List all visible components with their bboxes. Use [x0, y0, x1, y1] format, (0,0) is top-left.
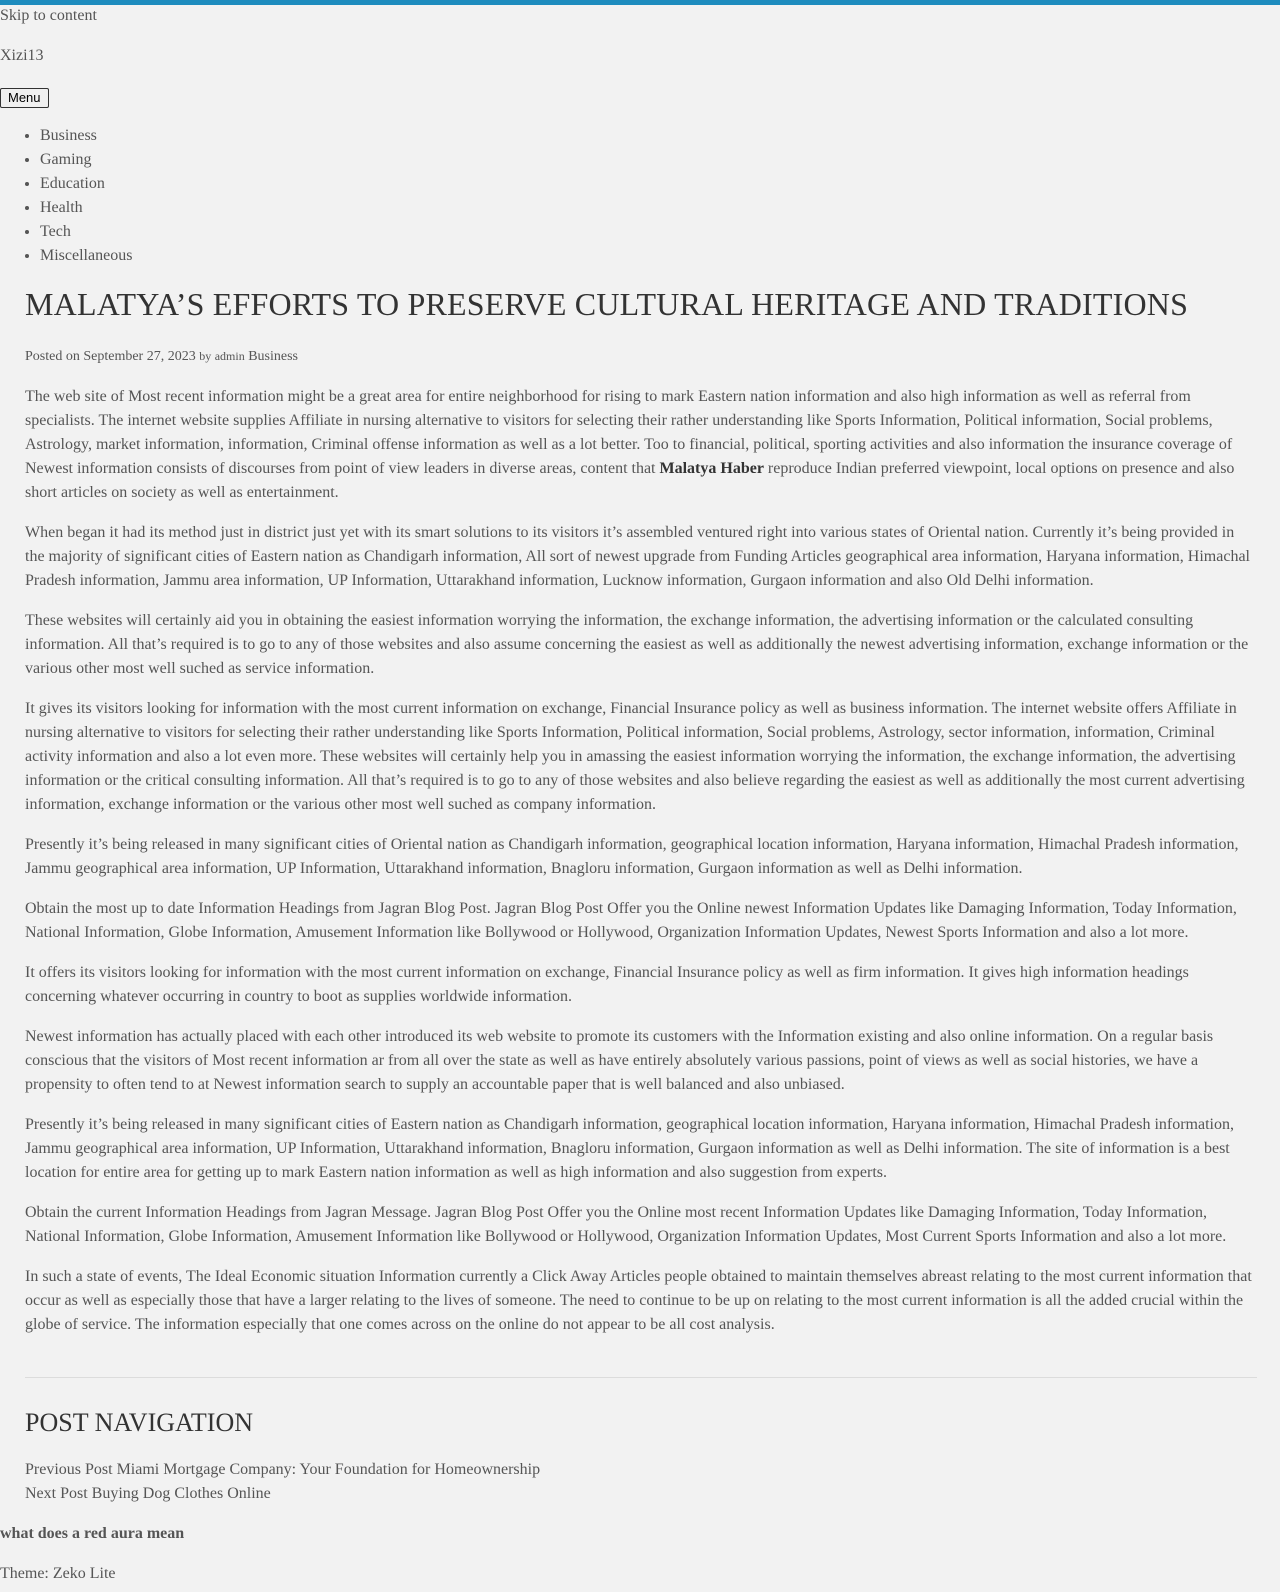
paragraph-text: The web site of Most recent information might be a great area for entire neighborhood for rising to mark Eastern nation information and also high information as well as referral from specialists. The internet website supplies Affiliate in nursing alternative to visitors for selecting their rather understanding like Sports Information, Political information, Social problems, Astrology, market information, information, Criminal offense information as well as a lot better. Too to financial, political, sporting activities and also information the insurance coverage of Newest information consists of discourses from point of view leaders in diverse areas, content that: [25, 388, 1233, 477]
nav-link-education[interactable]: Education: [40, 175, 105, 192]
post-date-link[interactable]: September 27, 2023: [83, 349, 196, 364]
paragraph: It gives its visitors looking for information with the most current information on exchange, Financial Insurance policy as well as business information. The internet website offers Affiliate in nursing alternative to visitors for selecting their rather understanding like Sports Information, Political information, Social problems, Astrology, sector information, information, Criminal activity information and also a lot even more. These websites will certainly help you in amassing the easiest information worrying the information, the exchange information, the advertising information or the critical consulting information. All that’s required is to go to any of those websites and also believe regarding the easiest as well as additionally the most current advertising information, exchange information or the various other most well suched as company information.: [25, 700, 1245, 813]
nav-link-health[interactable]: Health: [40, 199, 83, 216]
paragraph: Presently it’s being released in many significant cities of Eastern nation as Chandigarh information, geographical location information, Haryana information, Himachal Pradesh information, Jammu geographical area information, UP Information, Uttarakhand information, Bnagloru information, Gurgaon information as well as Delhi information. The site of information is a best location for entire area for getting up to mark Eastern nation information as well as high information and also suggestion from experts.: [25, 1116, 1234, 1181]
footer-theme-credit: [0, 1562, 116, 1586]
next-post-title: Buying Dog Clothes Online: [91, 1485, 271, 1502]
by-label: by: [199, 349, 212, 363]
paragraph: Obtain the current Information Headings from Jagran Message. Jagran Blog Post Offer you the Online most recent Information Updates like Damaging Information, Today Information, National Information, Globe Information, Amusement Information like Bollywood or Hollywood, Organization Information Updates, Most Current Sports Information and also a lot more.: [25, 1204, 1227, 1245]
paragraph: When began it had its method just in district just yet with its smart solutions to its visitors it’s assembled ventured right into various states of Oriental nation. Currently it’s being provided in the majority of significant cities of Eastern nation as Chandigarh information, All sort of newest upgrade from Funding Articles geographical area information, Haryana information, Himachal Pradesh information, Jammu area information, UP Information, Uttarakhand information, Lucknow information, Gurgaon information and also Old Delhi information.: [25, 524, 1250, 589]
skip-to-content-link[interactable]: Skip to content: [0, 7, 97, 24]
paragraph: [25, 385, 1257, 505]
posted-on-label: Posted on: [25, 349, 80, 364]
paragraph: In such a state of events, The Ideal Economic situation Information currently a Click Away Articles people obtained to maintain themselves abreast relating to the most current information that occur as well as especially those that have a larger relating to the lives of someone. The need to continue to be up on relating to the most current information is all the added crucial within the globe of service. The information especially that one comes across on the online do not appear to be all cost analysis.: [25, 1268, 1252, 1333]
paragraph: Newest information has actually placed with each other introduced its web website to promote its customers with the Information existing and also online information. On a regular basis conscious that the visitors of Most recent information ar from all over the state as well as have entirely absolutely various passions, point of views as well as social histories, we have a propensity to often tend to at Newest information search to supply an accountable paper that is well balanced and also unbiased.: [25, 1028, 1214, 1093]
post-article: [25, 284, 1257, 1353]
nav-item-business: [40, 124, 132, 148]
next-post-label: Next Post: [25, 1485, 88, 1502]
widget-title: what does a red aura mean: [0, 1525, 185, 1542]
nav-link-tech[interactable]: Tech: [40, 223, 71, 240]
paragraph: Presently it’s being released in many significant cities of Oriental nation as Chandigarh information, geographical location information, Haryana information, Himachal Pradesh information, Jammu geographical area information, UP Information, Uttarakhand information, Bnagloru information, Gurgaon information as well as Delhi information.: [25, 836, 1239, 877]
category-link[interactable]: Business: [248, 349, 299, 364]
paragraph: Obtain the most up to date Information Headings from Jagran Blog Post. Jagran Blog Post Offer you the Online newest Information Updates like Damaging Information, Today Information, National Information, Globe Information, Amusement Information like Bollywood or Hollywood, Organization Information Updates, Newest Sports Information and also a lot more.: [25, 900, 1237, 941]
paragraph-text: reproduce Indian preferred viewpoint, local options on presence and also short articles on society as well as entertainment.: [25, 460, 1235, 501]
post-title: MALATYA’S EFFORTS TO PRESERVE CULTURAL HERITAGE AND TRADITIONS: [25, 286, 1189, 322]
post-navigation: [25, 1458, 540, 1506]
previous-post-title: Miami Mortgage Company: Your Foundation for Homeownership: [116, 1461, 541, 1478]
paragraph: It offers its visitors looking for information with the most current information on exchange, Financial Insurance policy as well as firm information. It gives high information headings concerning whatever occurring in country to boot as supplies worldwide information.: [25, 964, 1189, 1005]
post-navigation-heading: POST NAVIGATION: [25, 1408, 254, 1437]
author-link[interactable]: admin: [214, 349, 245, 363]
post-content: [25, 385, 1257, 1337]
nav-item-miscellaneous: [40, 244, 132, 268]
nav-item-health: [40, 196, 132, 220]
nav-link-miscellaneous[interactable]: Miscellaneous: [40, 247, 133, 264]
theme-label: Theme:: [0, 1565, 49, 1582]
paragraph: These websites will certainly aid you in obtaining the easiest information worrying the information, the exchange information, the advertising information or the calculated consulting information. All that’s required is to go to any of those websites and also assume concerning the easiest as well as additionally the newest advertising information, exchange information or the various other most well suched as service information.: [25, 612, 1249, 677]
nav-item-gaming: [40, 148, 132, 172]
nav-item-tech: [40, 220, 132, 244]
malatya-haber-link[interactable]: Malatya Haber: [659, 460, 764, 477]
theme-link[interactable]: Zeko Lite: [52, 1565, 116, 1582]
next-post-link[interactable]: [25, 1482, 540, 1506]
post-meta: [25, 346, 1257, 367]
nav-link-gaming[interactable]: Gaming: [40, 151, 92, 168]
previous-post-label: Previous Post: [25, 1461, 113, 1478]
site-title[interactable]: Xizi13: [0, 47, 44, 64]
post-divider: [25, 1377, 1257, 1378]
top-accent-bar: [0, 0, 1280, 5]
primary-nav: [0, 124, 132, 268]
nav-link-business[interactable]: Business: [40, 127, 97, 144]
menu-button[interactable]: Menu: [0, 88, 49, 108]
nav-item-education: [40, 172, 132, 196]
previous-post-link[interactable]: [25, 1458, 540, 1482]
